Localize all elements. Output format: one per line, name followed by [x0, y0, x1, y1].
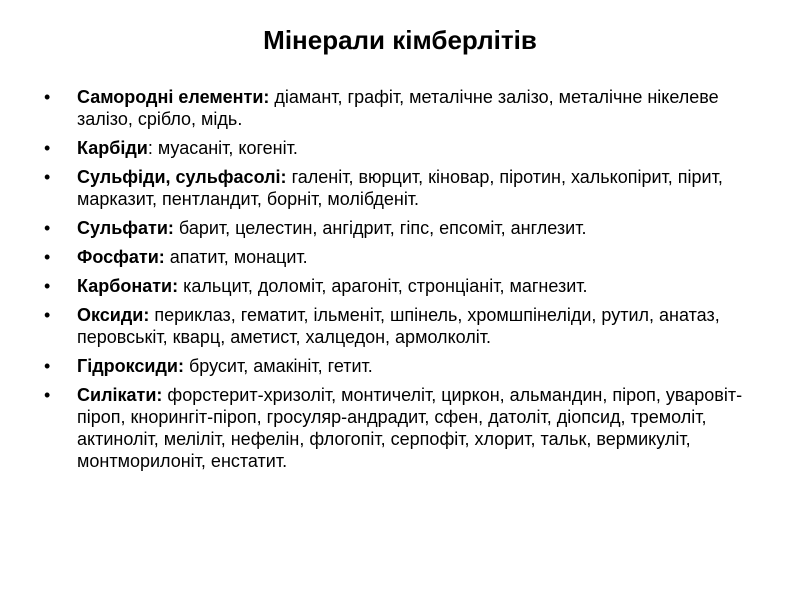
list-item — [44, 246, 764, 268]
mineral-list — [44, 86, 764, 479]
list-item-term: Самородні елементи: — [77, 87, 270, 107]
list-item-term: Фосфати: — [77, 247, 165, 267]
bullet-icon: • — [44, 138, 51, 158]
list-item-term: Карбіди — [77, 138, 148, 158]
list-item-term: Сульфати: — [77, 218, 174, 238]
list-item-text: галеніт, вюрцит, кіновар, піротин, халькопірит, пірит, марказит, пентландит, борніт, молібденіт. — [77, 167, 723, 209]
list-item-term: Оксиди: — [77, 305, 150, 325]
list-item-text: брусит, амакініт, гетит. — [183, 356, 373, 376]
bullet-icon: • — [44, 167, 51, 187]
bullet-icon: • — [44, 385, 51, 405]
list-item-term: Сульфіди, сульфасолі: — [77, 167, 287, 187]
slide-title: Мінерали кімберлітів — [263, 25, 537, 55]
list-item — [44, 86, 764, 130]
bullet-icon: • — [44, 356, 51, 376]
list-item — [44, 137, 764, 159]
list-item-text: форстерит-хризоліт, монтичеліт, циркон, альмандин, піроп, уваровіт-піроп, кнорингіт-піроп, гросуляр-андрадит, сфен, датоліт, діопсид, тремоліт, актиноліт, меліліт, нефелін, флогопіт, серпофіт, хлорит, тальк, вермикуліт, монтморилоніт, енстатит. — [77, 385, 743, 471]
bullet-icon: • — [44, 87, 51, 107]
bullet-icon: • — [44, 218, 51, 238]
list-item-text: діамант, графіт, металічне залізо, металічне нікелеве залізо, срібло, мідь. — [77, 87, 719, 129]
list-item-text: кальцит, доломіт, арагоніт, стронціаніт, магнезит. — [178, 276, 588, 296]
list-item — [44, 275, 764, 297]
bullet-icon: • — [44, 305, 51, 325]
list-item-text: апатит, монацит. — [164, 247, 308, 267]
list-item-text: барит, целестин, ангідрит, гіпс, епсоміт, англезит. — [173, 218, 587, 238]
list-item-text: периклаз, гематит, ільменіт, шпінель, хромшпінеліди, рутил, анатаз, перовськіт, кварц, аметист, халцедон, армолколіт. — [77, 305, 720, 347]
list-item-term: Силікати: — [77, 385, 163, 405]
list-item-term: Гідроксиди: — [77, 356, 184, 376]
list-item — [44, 304, 764, 348]
list-item — [44, 384, 764, 472]
bullet-icon: • — [44, 276, 51, 296]
list-item-text: : муасаніт, когеніт. — [147, 138, 298, 158]
bullet-icon: • — [44, 247, 51, 267]
list-item — [44, 166, 764, 210]
list-item — [44, 217, 764, 239]
list-item-term: Карбонати: — [77, 276, 179, 296]
list-item — [44, 355, 764, 377]
